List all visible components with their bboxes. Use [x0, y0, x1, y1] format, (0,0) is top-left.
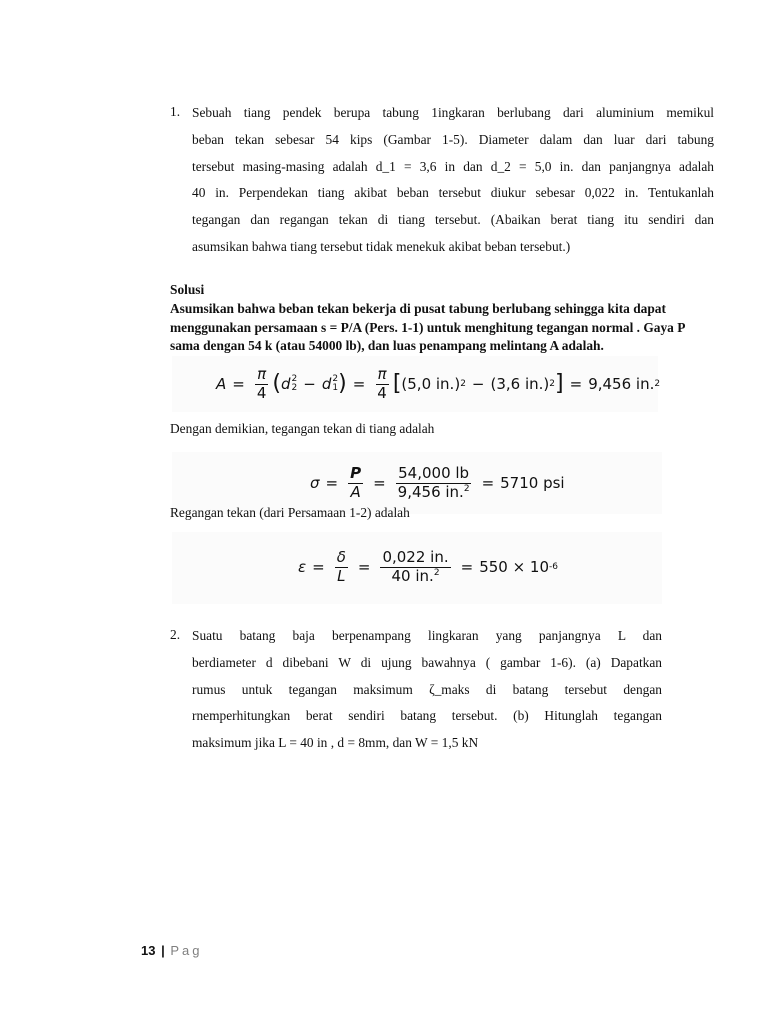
page-footer: [141, 943, 203, 958]
problem-2-line: rumus untuk tegangan maksimum ζ_maks di batang tersebut dengan: [192, 681, 662, 697]
strain-value-fraction: [380, 547, 450, 585]
sigma-symbol: σ: [310, 474, 320, 492]
area-equation: A = $\frac{\pi}{4}$ ( d 2 2 − d 2 1 ) = $\frac{\pi}{4}$ [ (5,0 in.) 2 − (3,6 in.) 2 ] = 9,456 in. 2: [172, 356, 658, 412]
solution-title: Solusi: [170, 282, 205, 297]
outer-diameter-value: (5,0 in.): [401, 375, 461, 393]
problem-1-line: 40 in. Perpendekan tiang akibat beban tersebut diukur sebesar 0,022 in. Tentukanlah: [192, 185, 714, 201]
shortening-value: 0,022 in.: [382, 547, 449, 566]
problem-2-line: maksimum jika L = 40 in , d = 8mm, dan W = 1,5 kN: [192, 735, 479, 751]
problem-1-line: tegangan dan regangan tekan di tiang tersebut. (Abaikan berat tiang itu sendiri dan: [192, 212, 714, 228]
problem-2-line: berdiameter d dibebani W di ujung bawahnya ( gambar 1-6). (a) Dapatkan: [192, 654, 662, 670]
solution-text: [170, 300, 760, 356]
area-symbol: A: [216, 375, 227, 393]
outer-diameter-subscript: 2: [291, 383, 298, 393]
epsilon-symbol: ε: [298, 558, 307, 576]
area-result-exponent: 2: [654, 379, 661, 389]
area-value-exponent: 2: [463, 483, 470, 494]
problem-2-line: Suatu batang baja berpenampang lingkaran yang panjangnya L dan: [192, 628, 662, 643]
length-symbol: L: [337, 566, 346, 585]
p-over-a: [348, 463, 363, 501]
solution-line: Asumsikan bahwa beban tekan bekerja di pusat tabung berlubang sehingga kita dapat: [170, 301, 666, 316]
problem-1-line: Sebuah tiang pendek berupa tabung 1ingkaran berlubang dari aluminium memikul: [192, 105, 714, 120]
problem-2-line: rnemperhitungkan berat sendiri batang tersebut. (b) Hitunglah tegangan: [192, 708, 662, 724]
problem-1-text: [192, 104, 714, 265]
stress-result: 5710 psi: [500, 474, 565, 492]
footer-separator: |: [161, 943, 165, 958]
inner-diameter-value: (3,6 in.): [490, 375, 550, 393]
problem-2-number: 2.: [170, 627, 181, 642]
length-value: 40 in.: [391, 566, 434, 585]
strain-intro-text: Regangan tekan (dari Persamaan 1-2) adalah: [170, 505, 410, 520]
four-denominator: 4: [256, 383, 267, 402]
solution-line: sama dengan 54 k (atau 54000 lb), dan luas penampang melintang A adalah.: [170, 338, 604, 353]
strain-result: 550 × 10: [479, 558, 550, 576]
stress-value-fraction: [396, 463, 472, 501]
length-value-exponent: 2: [433, 567, 440, 578]
strain-equation: ε = $\frac{\delta}{L}$ = $\frac{0,022 in.}{40 in.^2}$ = 550 × 10 -6: [172, 532, 662, 604]
area-symbol: A: [350, 482, 361, 501]
solution-line: menggunakan persamaan s = P/A (Pers. 1-1) untuk menghitung tegangan normal . Gaya P: [170, 319, 686, 335]
problem-1-line: asumsikan bahwa tiang tersebut tidak menekuk akibat beban tersebut.): [192, 238, 571, 254]
problem-1-number: 1.: [170, 104, 181, 119]
problem-1-line: beban tekan sebesar 54 kips (Gambar 1-5). Diameter dalam dan luar dari tabung: [192, 131, 714, 147]
stress-equation: σ = $\frac{P}{A}$ = $\frac{54,000 lb}{9,456 in.^2}$ = 5710 psi: [172, 452, 662, 514]
load-symbol: P: [350, 463, 362, 482]
square-exponent: 2: [291, 374, 298, 385]
square-exponent: 2: [460, 379, 466, 389]
delta-over-l: [335, 547, 348, 585]
pi-symbol: π: [257, 364, 267, 383]
inner-diameter-symbol: d: [321, 375, 332, 393]
page-number: 13: [141, 943, 156, 958]
stress-intro-text: Dengan demikian, tegangan tekan di tiang adalah: [170, 421, 435, 436]
page-word: Pag: [170, 943, 203, 958]
pi-symbol: π: [377, 364, 387, 383]
pi-over-four: [375, 364, 389, 402]
problem-1-line: tersebut masing-masing adalah d_1 = 3,6 in dan d_2 = 5,0 in. dan panjangnya adalah: [192, 158, 714, 174]
strain-result-exponent: -6: [549, 562, 558, 572]
area-value: 9,456 in.: [397, 482, 464, 501]
square-exponent: 2: [332, 374, 339, 385]
load-value: 54,000 lb: [398, 463, 470, 482]
problem-2-text: [192, 627, 662, 761]
pi-over-four: [255, 364, 269, 402]
four-denominator: 4: [377, 383, 387, 402]
delta-symbol: δ: [336, 547, 346, 566]
square-exponent: 2: [549, 379, 556, 389]
inner-diameter-subscript: 1: [332, 383, 339, 393]
outer-diameter-symbol: d: [280, 375, 291, 393]
area-result: 9,456 in.: [588, 375, 655, 393]
